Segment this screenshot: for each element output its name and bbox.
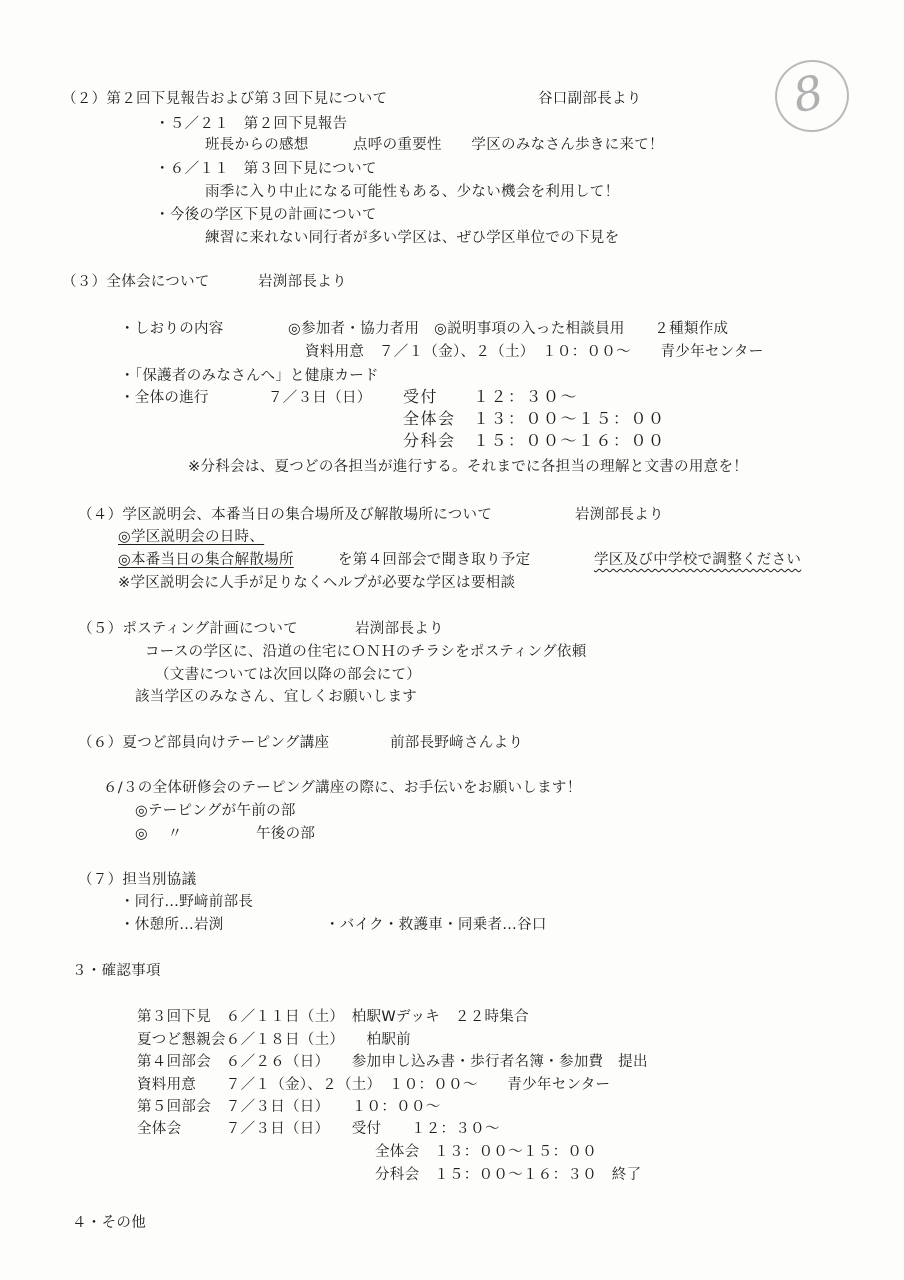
section-2-speaker: 谷口副部長より (538, 91, 642, 107)
section-2-bullet-3-detail: 練習に来れない同行者が多い学区は、ぜひ学区単位での下見を (205, 230, 620, 246)
section-3-reception: 受付 １２：３０～ (403, 387, 579, 406)
section-2-bullet-1-detail: 班長からの感想 点呼の重要性 学区のみなさん歩きに来て！ (205, 137, 664, 153)
section-7-line-1: ・同行…野﨑前部長 (120, 894, 254, 910)
section-3-title: （３）全体会について (62, 274, 210, 290)
section-6-line-3-text: 午後の部 (256, 826, 316, 842)
page-number: 8 (788, 64, 829, 124)
section-4-title: （４）学区説明会、本番当日の集合場所及び解散場所について (78, 507, 493, 523)
section-2-title: （２）第２回下見報告および第３回下見について (62, 91, 388, 107)
section-7-line-2b: ・バイク・救護車・同乗者…谷口 (325, 917, 547, 933)
section-4-adjust: 学区及び中学校で調整ください (594, 552, 802, 568)
section-6-speaker: 前部長野﨑さんより (390, 735, 524, 751)
section-5-line-1: コースの学区に、沿道の住宅にＯＮＨのチラシをポスティング依頼 (145, 644, 587, 660)
section-3-bullet-3: ・全体の進行 (120, 390, 209, 406)
section-3-bullet-1: ・しおりの内容 (120, 321, 224, 337)
section-7-title: （７）担当別協議 (78, 872, 197, 888)
section-3-note: ※分科会は、夏つどの各担当が進行する。それまでに各担当の理解と文書の用意を！ (188, 459, 749, 475)
section-3-date: ７／３日（日） (268, 390, 372, 406)
confirm-row: 全体会 ７／３日（日） 受付 １２：３０～ (137, 1121, 500, 1137)
section-6-title: （６）夏つど部員向けテーピング講座 (78, 735, 330, 751)
confirm-row: 第４回部会 ６／２６（日） 参加申し込み書・歩行者名簿・参加費 提出 (137, 1054, 648, 1070)
confirm-row: 第５回部会 ７／３日（日） １０：００～ (137, 1099, 441, 1115)
section-3-bullet-2: ・「保護者のみなさんへ」と健康カード (120, 368, 379, 384)
section-3-plenary: 全体会 １３：００～１５：００ (403, 409, 666, 428)
section-4-speaker: 岩渕部長より (575, 507, 664, 523)
section-4-item-2-cont: を第４回部会で聞き取り予定 (338, 552, 531, 568)
section-6-line-1: ６/３の全体研修会のテーピング講座の際に、お手伝いをお願いします！ (103, 780, 582, 796)
section-5-line-3: 該当学区のみなさん、宜しくお願いします (135, 689, 418, 705)
section-4-note: ※学区説明会に人手が足りなくヘルプが必要な学区は要相談 (118, 575, 516, 591)
section-4-item-1: ◎学区説明会の日時、 (118, 529, 265, 545)
section-3-speaker: 岩渕部長より (258, 274, 347, 290)
other-title: ４・その他 (72, 1215, 146, 1231)
page-number-mark (768, 53, 855, 139)
section-3-breakout: 分科会 １５：００～１６：００ (403, 431, 666, 450)
confirm-plenary: 全体会 １３：００～１５：００ (375, 1144, 597, 1160)
section-5-line-2: （文書については次回以降の部会にて） (155, 667, 422, 683)
section-2-bullet-3: ・今後の学区下見の計画について (155, 207, 377, 223)
section-2-bullet-2: ・６／１１ 第３回下見について (155, 161, 377, 177)
section-3-prep: 資料用意 ７／１（金）、２（土） １０：００～ 青少年センター (305, 344, 764, 360)
section-7-line-2: ・休憩所…岩渕 (120, 917, 224, 933)
confirm-breakout: 分科会 １５：００～１６：３０ 終了 (375, 1167, 642, 1183)
section-2-bullet-2-detail: 雨季に入り中止になる可能性もある、少ない機会を利用して！ (205, 184, 620, 200)
section-6-line-3-mark: ◎ 〃 (135, 826, 183, 842)
section-6-line-2: ◎テーピングが午前の部 (135, 803, 296, 819)
section-2-bullet-1: ・５／２１ 第２回下見報告 (155, 116, 348, 132)
confirm-row: 資料用意 ７／１（金）、２（土） １０：００～ 青少年センター (137, 1077, 611, 1093)
confirm-row: 夏つど懇親会６／１８日（土） 柏駅前 (137, 1032, 411, 1048)
confirm-row: 第３回下見 ６／１１日（土） 柏駅Wデッキ ２２時集合 (137, 1009, 529, 1025)
section-5-title: （５）ポスティング計画について (78, 621, 298, 637)
section-3-bullet-1-detail: ◎参加者・協力者用 ◎説明事項の入った相談員用 ２種類作成 (288, 321, 729, 337)
confirm-title: ３・確認事項 (72, 963, 161, 979)
section-4-item-2: ◎本番当日の集合解散場所 (118, 552, 294, 568)
section-5-speaker: 岩渕部長より (355, 621, 444, 637)
